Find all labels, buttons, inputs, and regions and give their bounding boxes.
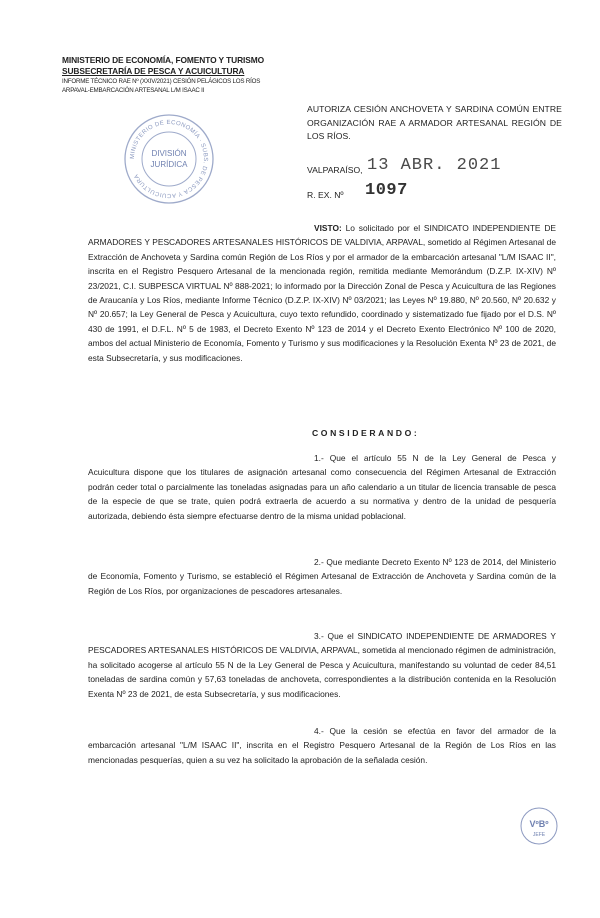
resolution-number: 1097 bbox=[365, 181, 408, 200]
visto-label: VISTO: bbox=[314, 223, 342, 233]
arpaval-reference: ARPAVAL-EMBARCACIÓN ARTESANAL L/M ISAAC II bbox=[62, 87, 205, 94]
stamp-line-1: DIVISIÓN bbox=[151, 149, 187, 158]
vb-sub: JEFE bbox=[532, 832, 546, 838]
report-reference: INFORME TÉCNICO RAE Nº (XXIV/2021) CESIÓN PELÁGICOS LOS RÍOS bbox=[62, 78, 261, 85]
date-stamp: 13 ABR. 2021 bbox=[367, 156, 502, 175]
considerando-heading: CONSIDERANDO: bbox=[312, 428, 420, 438]
place-label: VALPARAÍSO, bbox=[307, 165, 363, 175]
ministry-name: MINISTERIO DE ECONOMÍA, FOMENTO Y TURISMO bbox=[62, 55, 265, 65]
considerando-item-2: 2.- Que mediante Decreto Exento Nº 123 de 2014, del Ministerio de Economía, Fomento y Turismo, se estableció el Régimen Artesanal de Extracción de Anchoveta y Sardina común de la Región de Los Ríos, por organizaciones de pescadores artesanales. bbox=[88, 557, 556, 596]
subsecretaria-name: SUBSECRETARÍA DE PESCA Y ACUICULTURA bbox=[62, 66, 245, 76]
considerando-item-4: 4.- Que la cesión se efectúa en favor del armador de la embarcación artesanal "L/M ISAAC II", inscrita en el Registro Pesquero Artesanal de la Región de Los Ríos en las mencionadas pesquerías, quien a su vez ha solicitado la aprobación de la señalada cesión. bbox=[88, 726, 556, 765]
letterhead bbox=[62, 55, 292, 95]
visto-text: Lo solicitado por el SINDICATO INDEPENDIENTE DE ARMADORES Y PESCADORES ARTESANALES HISTÓRICOS DE VALDIVIA, ARPAVAL, sometido al Régimen Artesanal de Extracción de Anchoveta y Sardina común Región de Los Ríos y por el armador de la embarcación artesanal "L/M ISAAC II", inscrita en el Registro Pesquero Artesanal de la mencionada región, remitida mediante Memorándum (D.Z.P. IX-XIV) Nº 23/2021, C.I. SUBPESCA VIRTUAL Nº 888-2021; lo informado por la Dirección Zonal de Pesca y Acuicultura de las Regiones de Araucanía y Los Ríos, mediante Informe Técnico (D.Z.P. IX-XIV) Nº 03/2021; las Leyes Nº 19.880, Nº 20.560, Nº 20.632 y Nº 20.657; la Ley General de Pesca y Acuicultura, cuyo texto refundido, coordinado y sistematizado fue fijado por el D.S. Nº 430 de 1991, el D.F.L. Nº 5 de 1983, el Decreto Exento Nº 123 de 2014 y el Decreto Exento Electrónico Nº 100 de 2020, ambos del actual Ministerio de Economía, Fomento y Turismo y sus modificaciones y la Resolución Exenta Nº 23 de 2021, de esta Subsecretaría, y sus modificaciones. bbox=[88, 223, 557, 363]
stamp-line-2: JURÍDICA bbox=[150, 160, 188, 169]
considerando-item-3: 3.- Que el SINDICATO INDEPENDIENTE DE ARMADORES Y PESCADORES ARTESANALES HISTÓRICOS DE VALDIVIA, ARPAVAL, sometida al mencionado régimen de administración, ha solicitado acogerse al artículo 55 N de la Ley General de Pesca y Acuicultura, manifestando su voluntad de ceder 84,51 toneladas de sardina común y 57,63 toneladas de anchoveta, correspondientes a la distribución contenida en la Resolución Exenta Nº 23 de 2021, de esta Subsecretaría, y sus modificaciones. bbox=[88, 631, 556, 699]
division-juridica-stamp bbox=[123, 113, 215, 205]
visto-paragraph bbox=[88, 221, 556, 365]
vb-mark: VºBº bbox=[529, 819, 549, 829]
considerando-item-1: 1.- Que el artículo 55 N de la Ley General de Pesca y Acuicultura dispone que los titulares de asignación artesanal como consecuencia del Régimen Artesanal de Extracción podrán ceder total o parcialmente las toneladas asignadas para un año calendario a un titular de licencia transable de pesca de la especie de que se trate, quien podrá extraerla de acuerdo a su normativa y dentro de la unidad de pesquería autorizada, debiendo ésta siempre efectuarse dentro de la misma unidad poblacional. bbox=[88, 453, 556, 521]
resolution-number-label: R. EX. Nº bbox=[307, 190, 344, 200]
vb-stamp bbox=[519, 806, 559, 846]
stamp-ring-text: MINISTERIO DE ECONOMÍA · SUBS. DE PESCA Y ACUICULTURA bbox=[129, 119, 209, 199]
resolution-subject: AUTORIZA CESIÓN ANCHOVETA Y SARDINA COMÚN ENTRE ORGANIZACIÓN RAE A ARMADOR ARTESANAL REGIÓN DE LOS RÍOS. bbox=[307, 104, 562, 141]
